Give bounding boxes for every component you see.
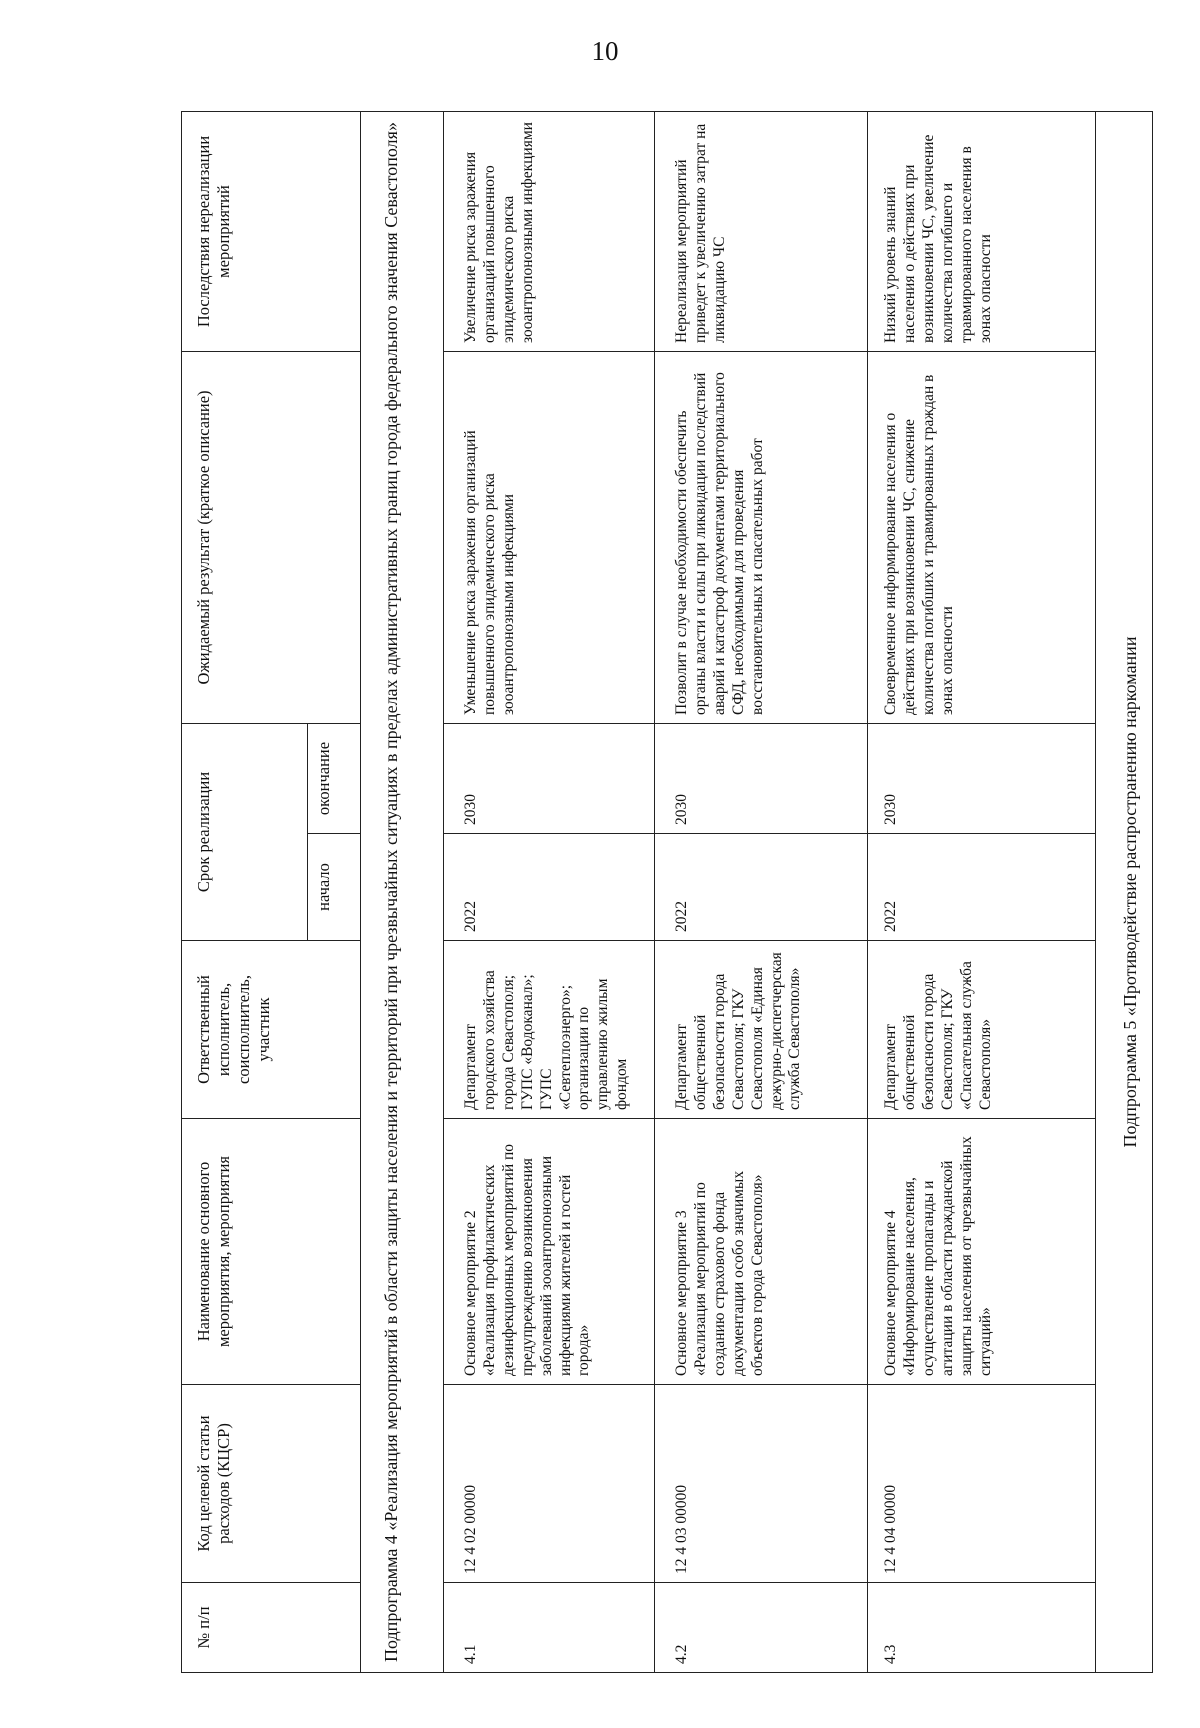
- measures-table: [181, 111, 1153, 1673]
- row-end: 2030: [444, 723, 655, 833]
- row-end: 2030: [655, 723, 868, 833]
- row-result: Уменьшение риска заражения организаций повышенного эпидемического риска зооантропонозными инфекциями: [444, 351, 655, 723]
- row-consequences: Низкий уровень знаний населения о действиях при возникновении ЧС, увеличение количества погибшего и травмированного населения в зонах опасности: [868, 111, 1096, 351]
- header-responsible: Ответственный исполнитель, соисполнитель, участник: [182, 941, 361, 1119]
- header-end: окончание: [308, 723, 361, 833]
- header-num: № п/п: [182, 1583, 361, 1673]
- row-code: 12 4 04 00000: [868, 1385, 1096, 1583]
- subprogram-4-title: Подпрограмма 4 «Реализация мероприятий в области защиты населения и территорий при чрезвычайных ситуациях в пределах административных границ города федерального значения Севастополя»: [361, 111, 444, 1672]
- header-row: [182, 111, 308, 1672]
- subprogram-5-title: Подпрограмма 5 «Противодействие распространению наркомании: [1096, 111, 1153, 1672]
- row-code: 12 4 03 00000: [655, 1385, 868, 1583]
- header-code: Код целевой статьи расходов (КЦСР): [182, 1385, 361, 1583]
- row-start: 2022: [444, 834, 655, 941]
- row-consequences: Увеличение риска заражения организаций повышенного эпидемического риска зооантропонозными инфекциями: [444, 111, 655, 351]
- table-row: [868, 111, 1096, 1672]
- row-num: 4.1: [444, 1583, 655, 1673]
- row-start: 2022: [655, 834, 868, 941]
- header-consequences: Последствия нереализации мероприятий: [182, 111, 361, 351]
- row-start: 2022: [868, 834, 1096, 941]
- header-period: Срок реализации: [182, 723, 308, 940]
- header-name: Наименование основного мероприятия, мероприятия: [182, 1119, 361, 1385]
- row-consequences: Нереализация мероприятий приведет к увеличению затрат на ликвидацию ЧС: [655, 111, 868, 351]
- row-result: Своевременное информирование населения о действиях при возникновении ЧС, снижение количества погибших и травмированных граждан в зонах опасности: [868, 351, 1096, 723]
- subprogram-4-row: [361, 111, 444, 1672]
- row-result: Позволит в случае необходимости обеспечить органы власти и силы при ликвидации последствий аварий и катастроф документами территориального СФД, необходимыми для проведения восстановительных и спасательных работ: [655, 351, 868, 723]
- row-end: 2030: [868, 723, 1096, 833]
- row-name: Основное мероприятие 2 «Реализация профилактических дезинфекционных мероприятий по предупреждению возникновения заболеваний зооантропонозными инфекциями жителей и гостей города»: [444, 1119, 655, 1385]
- row-name: Основное мероприятие 3 «Реализация мероприятий по созданию страхового фонда документации особо значимых объектов города Севастополя»: [655, 1119, 868, 1385]
- subprogram-5-row: [1096, 111, 1153, 1672]
- row-num: 4.3: [868, 1583, 1096, 1673]
- row-code: 12 4 02 00000: [444, 1385, 655, 1583]
- row-responsible: Департамент городского хозяйства города Севастополя; ГУПС «Водоканал»; ГУПС «Севтеплоэнерго»; организации по управлению жилым фондом: [444, 941, 655, 1119]
- header-start: начало: [308, 834, 361, 941]
- row-name: Основное мероприятие 4 «Информирование населения, осуществление пропаганды и агитации в области гражданской защиты населения от чрезвычайных ситуаций»: [868, 1119, 1096, 1385]
- header-result: Ожидаемый результат (краткое описание): [182, 351, 361, 723]
- rotated-table-container: [181, 112, 1141, 1673]
- row-num: 4.2: [655, 1583, 868, 1673]
- table-row: [655, 111, 868, 1672]
- page-number: 10: [591, 36, 619, 66]
- table-row: [444, 111, 655, 1672]
- row-responsible: Департамент общественной безопасности города Севастополя; ГКУ «Спасательная служба Севастополя»: [868, 941, 1096, 1119]
- row-responsible: Департамент общественной безопасности города Севастополя; ГКУ Севастополя «Единая дежурно-диспетчерская служба Севастополя»: [655, 941, 868, 1119]
